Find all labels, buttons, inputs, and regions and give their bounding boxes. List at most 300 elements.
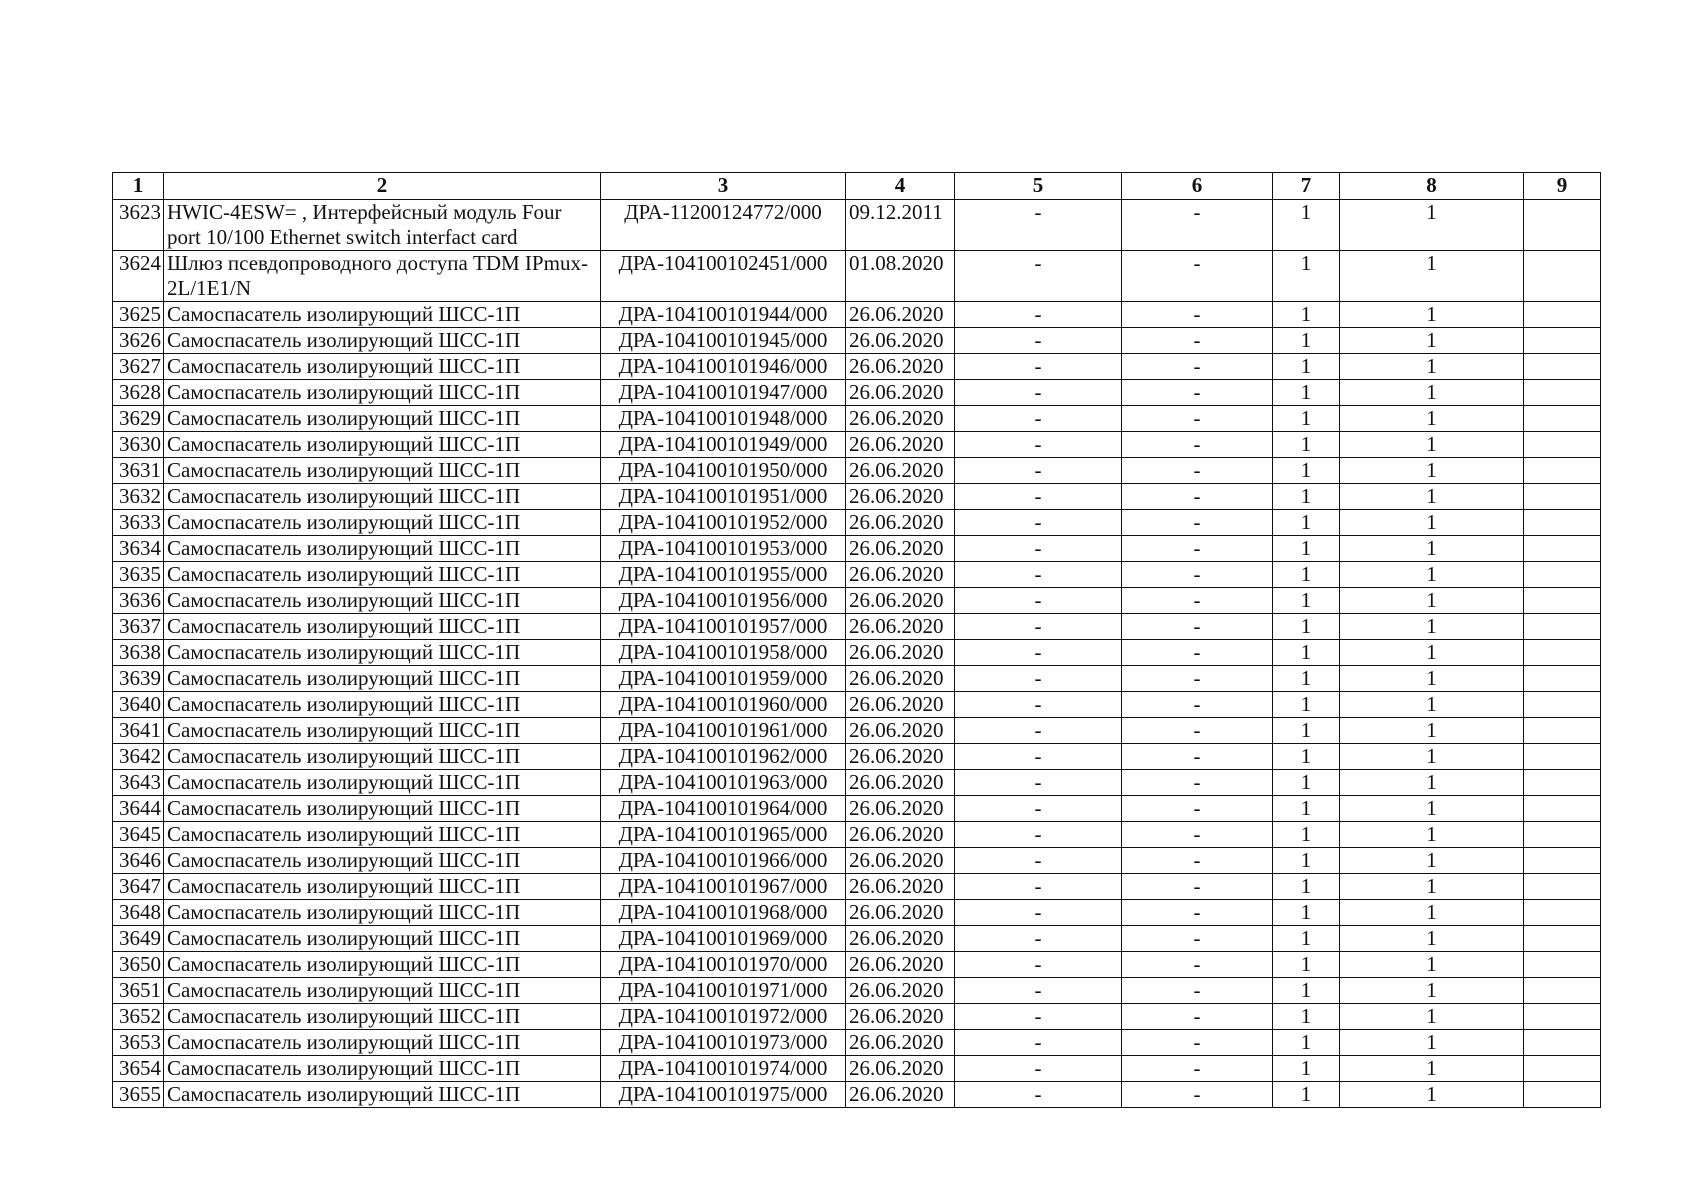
cell-col-7: 1	[1273, 406, 1340, 432]
cell-col-5: -	[955, 536, 1122, 562]
cell-row-number: 3641	[113, 718, 164, 744]
table-row	[113, 458, 1601, 484]
cell-item-name: Самоспасатель изолирующий ШСС-1П	[164, 1082, 601, 1108]
cell-col-8: 1	[1340, 562, 1524, 588]
cell-date: 26.06.2020	[846, 302, 955, 328]
cell-col-8: 1	[1340, 1082, 1524, 1108]
cell-col-8: 1	[1340, 354, 1524, 380]
cell-date: 26.06.2020	[846, 406, 955, 432]
cell-col-8: 1	[1340, 614, 1524, 640]
cell-document-number: ДРА-104100101952/000	[601, 510, 846, 536]
table-row	[113, 614, 1601, 640]
cell-document-number: ДРА-104100101947/000	[601, 380, 846, 406]
cell-col-8: 1	[1340, 1030, 1524, 1056]
cell-item-name: Самоспасатель изолирующий ШСС-1П	[164, 822, 601, 848]
cell-col-5: -	[955, 562, 1122, 588]
table-row	[113, 978, 1601, 1004]
cell-row-number: 3647	[113, 874, 164, 900]
cell-col-5: -	[955, 1082, 1122, 1108]
cell-col-9	[1524, 1030, 1601, 1056]
cell-date: 26.06.2020	[846, 458, 955, 484]
cell-row-number: 3637	[113, 614, 164, 640]
cell-item-name: Самоспасатель изолирующий ШСС-1П	[164, 588, 601, 614]
cell-row-number: 3653	[113, 1030, 164, 1056]
cell-item-name: Шлюз псевдопроводного доступа TDM IPmux-2L/1E1/N	[164, 251, 601, 302]
column-header-5: 5	[955, 173, 1122, 200]
cell-row-number: 3648	[113, 900, 164, 926]
cell-date: 26.06.2020	[846, 614, 955, 640]
cell-col-5: -	[955, 200, 1122, 251]
cell-col-8: 1	[1340, 874, 1524, 900]
cell-col-6: -	[1122, 770, 1273, 796]
cell-date: 26.06.2020	[846, 1030, 955, 1056]
table-row	[113, 770, 1601, 796]
cell-item-name: Самоспасатель изолирующий ШСС-1П	[164, 848, 601, 874]
cell-col-8: 1	[1340, 380, 1524, 406]
cell-item-name: Самоспасатель изолирующий ШСС-1П	[164, 536, 601, 562]
cell-col-8: 1	[1340, 432, 1524, 458]
cell-col-6: -	[1122, 640, 1273, 666]
table-row	[113, 354, 1601, 380]
cell-col-5: -	[955, 380, 1122, 406]
cell-row-number: 3634	[113, 536, 164, 562]
cell-item-name: Самоспасатель изолирующий ШСС-1П	[164, 952, 601, 978]
cell-col-7: 1	[1273, 692, 1340, 718]
cell-col-6: -	[1122, 718, 1273, 744]
cell-document-number: ДРА-104100101973/000	[601, 1030, 846, 1056]
cell-date: 26.06.2020	[846, 770, 955, 796]
cell-document-number: ДРА-104100101963/000	[601, 770, 846, 796]
cell-date: 26.06.2020	[846, 952, 955, 978]
cell-col-5: -	[955, 952, 1122, 978]
cell-document-number: ДРА-104100101972/000	[601, 1004, 846, 1030]
cell-col-9	[1524, 822, 1601, 848]
cell-col-9	[1524, 200, 1601, 251]
table-row	[113, 926, 1601, 952]
cell-col-8: 1	[1340, 484, 1524, 510]
cell-date: 26.06.2020	[846, 874, 955, 900]
cell-col-9	[1524, 692, 1601, 718]
cell-item-name: Самоспасатель изолирующий ШСС-1П	[164, 328, 601, 354]
table-row	[113, 822, 1601, 848]
cell-col-6: -	[1122, 458, 1273, 484]
cell-row-number: 3633	[113, 510, 164, 536]
table-row	[113, 640, 1601, 666]
cell-col-6: -	[1122, 251, 1273, 302]
cell-col-9	[1524, 744, 1601, 770]
cell-col-5: -	[955, 510, 1122, 536]
cell-col-5: -	[955, 770, 1122, 796]
cell-row-number: 3632	[113, 484, 164, 510]
cell-col-5: -	[955, 406, 1122, 432]
cell-col-8: 1	[1340, 978, 1524, 1004]
cell-col-9	[1524, 900, 1601, 926]
cell-col-6: -	[1122, 848, 1273, 874]
cell-col-6: -	[1122, 302, 1273, 328]
cell-col-8: 1	[1340, 744, 1524, 770]
cell-document-number: ДРА-104100101975/000	[601, 1082, 846, 1108]
cell-col-5: -	[955, 1030, 1122, 1056]
cell-document-number: ДРА-104100101950/000	[601, 458, 846, 484]
cell-col-7: 1	[1273, 952, 1340, 978]
cell-col-6: -	[1122, 926, 1273, 952]
column-header-7: 7	[1273, 173, 1340, 200]
cell-col-9	[1524, 1004, 1601, 1030]
cell-col-6: -	[1122, 978, 1273, 1004]
cell-col-5: -	[955, 432, 1122, 458]
table-row	[113, 718, 1601, 744]
cell-col-7: 1	[1273, 1056, 1340, 1082]
table-row	[113, 1056, 1601, 1082]
cell-row-number: 3652	[113, 1004, 164, 1030]
table-row	[113, 510, 1601, 536]
cell-col-6: -	[1122, 200, 1273, 251]
cell-date: 26.06.2020	[846, 848, 955, 874]
cell-col-9	[1524, 432, 1601, 458]
cell-col-7: 1	[1273, 640, 1340, 666]
cell-item-name: Самоспасатель изолирующий ШСС-1П	[164, 406, 601, 432]
cell-item-name: Самоспасатель изолирующий ШСС-1П	[164, 1004, 601, 1030]
column-header-9: 9	[1524, 173, 1601, 200]
cell-document-number: ДРА-104100101967/000	[601, 874, 846, 900]
cell-col-6: -	[1122, 562, 1273, 588]
cell-row-number: 3654	[113, 1056, 164, 1082]
table-body	[113, 200, 1601, 1108]
cell-col-7: 1	[1273, 614, 1340, 640]
cell-col-5: -	[955, 484, 1122, 510]
cell-item-name: Самоспасатель изолирующий ШСС-1П	[164, 874, 601, 900]
cell-row-number: 3630	[113, 432, 164, 458]
cell-date: 26.06.2020	[846, 692, 955, 718]
cell-col-9	[1524, 536, 1601, 562]
cell-date: 26.06.2020	[846, 562, 955, 588]
cell-col-6: -	[1122, 744, 1273, 770]
cell-col-5: -	[955, 900, 1122, 926]
cell-col-7: 1	[1273, 926, 1340, 952]
cell-col-7: 1	[1273, 536, 1340, 562]
cell-col-9	[1524, 328, 1601, 354]
cell-row-number: 3649	[113, 926, 164, 952]
cell-col-7: 1	[1273, 380, 1340, 406]
cell-item-name: Самоспасатель изолирующий ШСС-1П	[164, 484, 601, 510]
cell-col-6: -	[1122, 1004, 1273, 1030]
cell-document-number: ДРА-104100101961/000	[601, 718, 846, 744]
cell-col-8: 1	[1340, 692, 1524, 718]
table-row	[113, 692, 1601, 718]
cell-col-5: -	[955, 822, 1122, 848]
cell-document-number: ДРА-104100101946/000	[601, 354, 846, 380]
cell-col-7: 1	[1273, 1082, 1340, 1108]
cell-col-8: 1	[1340, 848, 1524, 874]
cell-document-number: ДРА-104100101945/000	[601, 328, 846, 354]
cell-document-number: ДРА-104100101958/000	[601, 640, 846, 666]
cell-row-number: 3629	[113, 406, 164, 432]
table-row	[113, 200, 1601, 251]
cell-item-name: Самоспасатель изолирующий ШСС-1П	[164, 354, 601, 380]
cell-col-8: 1	[1340, 406, 1524, 432]
cell-document-number: ДРА-104100101948/000	[601, 406, 846, 432]
cell-col-8: 1	[1340, 1056, 1524, 1082]
cell-date: 26.06.2020	[846, 1082, 955, 1108]
cell-col-9	[1524, 302, 1601, 328]
cell-date: 26.06.2020	[846, 432, 955, 458]
cell-col-5: -	[955, 640, 1122, 666]
cell-item-name: Самоспасатель изолирующий ШСС-1П	[164, 1030, 601, 1056]
cell-item-name: Самоспасатель изолирующий ШСС-1П	[164, 744, 601, 770]
cell-col-9	[1524, 406, 1601, 432]
cell-document-number: ДРА-104100101969/000	[601, 926, 846, 952]
cell-document-number: ДРА-104100101944/000	[601, 302, 846, 328]
cell-row-number: 3624	[113, 251, 164, 302]
table-row	[113, 900, 1601, 926]
cell-col-5: -	[955, 666, 1122, 692]
column-header-2: 2	[164, 173, 601, 200]
cell-col-9	[1524, 926, 1601, 952]
cell-row-number: 3640	[113, 692, 164, 718]
cell-col-5: -	[955, 796, 1122, 822]
cell-col-8: 1	[1340, 536, 1524, 562]
cell-col-6: -	[1122, 484, 1273, 510]
cell-col-7: 1	[1273, 510, 1340, 536]
cell-col-5: -	[955, 926, 1122, 952]
cell-col-9	[1524, 484, 1601, 510]
table-row	[113, 406, 1601, 432]
table-row	[113, 848, 1601, 874]
cell-col-9	[1524, 796, 1601, 822]
cell-document-number: ДРА-104100101957/000	[601, 614, 846, 640]
cell-col-5: -	[955, 1004, 1122, 1030]
cell-item-name: Самоспасатель изолирующий ШСС-1П	[164, 718, 601, 744]
header-row	[113, 173, 1601, 200]
column-header-6: 6	[1122, 173, 1273, 200]
cell-date: 26.06.2020	[846, 666, 955, 692]
cell-col-9	[1524, 1056, 1601, 1082]
cell-item-name: Самоспасатель изолирующий ШСС-1П	[164, 926, 601, 952]
cell-col-9	[1524, 874, 1601, 900]
cell-item-name: Самоспасатель изолирующий ШСС-1П	[164, 770, 601, 796]
table-row	[113, 1030, 1601, 1056]
cell-col-6: -	[1122, 354, 1273, 380]
cell-col-7: 1	[1273, 1030, 1340, 1056]
cell-document-number: ДРА-104100101949/000	[601, 432, 846, 458]
cell-col-6: -	[1122, 874, 1273, 900]
cell-row-number: 3631	[113, 458, 164, 484]
cell-col-6: -	[1122, 666, 1273, 692]
cell-date: 26.06.2020	[846, 926, 955, 952]
column-header-1: 1	[113, 173, 164, 200]
cell-col-8: 1	[1340, 328, 1524, 354]
cell-col-6: -	[1122, 692, 1273, 718]
cell-item-name: Самоспасатель изолирующий ШСС-1П	[164, 562, 601, 588]
cell-col-8: 1	[1340, 302, 1524, 328]
table-row	[113, 432, 1601, 458]
cell-document-number: ДРА-104100101962/000	[601, 744, 846, 770]
cell-row-number: 3651	[113, 978, 164, 1004]
cell-date: 26.06.2020	[846, 744, 955, 770]
cell-col-8: 1	[1340, 640, 1524, 666]
cell-col-5: -	[955, 874, 1122, 900]
cell-document-number: ДРА-104100101956/000	[601, 588, 846, 614]
cell-col-6: -	[1122, 588, 1273, 614]
cell-document-number: ДРА-104100101974/000	[601, 1056, 846, 1082]
cell-item-name: Самоспасатель изолирующий ШСС-1П	[164, 692, 601, 718]
table-row	[113, 874, 1601, 900]
cell-col-5: -	[955, 251, 1122, 302]
cell-item-name: Самоспасатель изолирующий ШСС-1П	[164, 458, 601, 484]
cell-item-name: Самоспасатель изолирующий ШСС-1П	[164, 380, 601, 406]
cell-date: 26.06.2020	[846, 718, 955, 744]
cell-col-5: -	[955, 692, 1122, 718]
cell-date: 26.06.2020	[846, 796, 955, 822]
cell-col-7: 1	[1273, 796, 1340, 822]
cell-col-9	[1524, 718, 1601, 744]
cell-date: 01.08.2020	[846, 251, 955, 302]
cell-col-8: 1	[1340, 822, 1524, 848]
cell-row-number: 3643	[113, 770, 164, 796]
cell-col-8: 1	[1340, 770, 1524, 796]
cell-col-9	[1524, 978, 1601, 1004]
cell-row-number: 3646	[113, 848, 164, 874]
cell-col-7: 1	[1273, 822, 1340, 848]
cell-col-6: -	[1122, 1056, 1273, 1082]
cell-row-number: 3627	[113, 354, 164, 380]
cell-col-9	[1524, 380, 1601, 406]
table-row	[113, 562, 1601, 588]
cell-date: 26.06.2020	[846, 536, 955, 562]
cell-date: 26.06.2020	[846, 380, 955, 406]
table-row	[113, 1004, 1601, 1030]
cell-date: 26.06.2020	[846, 354, 955, 380]
cell-date: 26.06.2020	[846, 640, 955, 666]
cell-document-number: ДРА-104100102451/000	[601, 251, 846, 302]
cell-item-name: Самоспасатель изолирующий ШСС-1П	[164, 796, 601, 822]
cell-col-5: -	[955, 458, 1122, 484]
cell-col-6: -	[1122, 952, 1273, 978]
table-row	[113, 1082, 1601, 1108]
cell-col-7: 1	[1273, 251, 1340, 302]
cell-item-name: HWIC-4ESW= , Интерфейсный модуль Four port 10/100 Ethernet switch interfact card	[164, 200, 601, 251]
cell-col-7: 1	[1273, 562, 1340, 588]
cell-col-5: -	[955, 354, 1122, 380]
cell-col-5: -	[955, 744, 1122, 770]
cell-col-6: -	[1122, 900, 1273, 926]
cell-row-number: 3625	[113, 302, 164, 328]
cell-col-8: 1	[1340, 926, 1524, 952]
cell-col-8: 1	[1340, 718, 1524, 744]
cell-date: 26.06.2020	[846, 510, 955, 536]
cell-col-7: 1	[1273, 718, 1340, 744]
table-row	[113, 380, 1601, 406]
cell-row-number: 3635	[113, 562, 164, 588]
table-row	[113, 744, 1601, 770]
cell-col-8: 1	[1340, 458, 1524, 484]
cell-col-5: -	[955, 328, 1122, 354]
cell-col-7: 1	[1273, 978, 1340, 1004]
table-row	[113, 328, 1601, 354]
cell-col-7: 1	[1273, 354, 1340, 380]
cell-col-7: 1	[1273, 848, 1340, 874]
table-row	[113, 796, 1601, 822]
cell-col-6: -	[1122, 1030, 1273, 1056]
cell-col-7: 1	[1273, 328, 1340, 354]
cell-col-7: 1	[1273, 770, 1340, 796]
cell-row-number: 3645	[113, 822, 164, 848]
table-row	[113, 302, 1601, 328]
cell-col-7: 1	[1273, 874, 1340, 900]
cell-item-name: Самоспасатель изолирующий ШСС-1П	[164, 978, 601, 1004]
cell-row-number: 3626	[113, 328, 164, 354]
cell-col-8: 1	[1340, 1004, 1524, 1030]
table-row	[113, 952, 1601, 978]
table-row	[113, 666, 1601, 692]
cell-col-7: 1	[1273, 458, 1340, 484]
cell-document-number: ДРА-104100101968/000	[601, 900, 846, 926]
cell-col-9	[1524, 770, 1601, 796]
cell-col-8: 1	[1340, 900, 1524, 926]
cell-document-number: ДРА-104100101966/000	[601, 848, 846, 874]
cell-col-5: -	[955, 588, 1122, 614]
table-row	[113, 588, 1601, 614]
cell-col-6: -	[1122, 380, 1273, 406]
cell-document-number: ДРА-104100101970/000	[601, 952, 846, 978]
cell-document-number: ДРА-104100101953/000	[601, 536, 846, 562]
cell-col-6: -	[1122, 510, 1273, 536]
cell-row-number: 3655	[113, 1082, 164, 1108]
cell-col-7: 1	[1273, 1004, 1340, 1030]
cell-col-9	[1524, 952, 1601, 978]
cell-col-9	[1524, 354, 1601, 380]
column-header-8: 8	[1340, 173, 1524, 200]
cell-item-name: Самоспасатель изолирующий ШСС-1П	[164, 614, 601, 640]
cell-col-9	[1524, 458, 1601, 484]
cell-item-name: Самоспасатель изолирующий ШСС-1П	[164, 1056, 601, 1082]
cell-col-6: -	[1122, 432, 1273, 458]
cell-col-5: -	[955, 1056, 1122, 1082]
cell-col-6: -	[1122, 1082, 1273, 1108]
cell-date: 09.12.2011	[846, 200, 955, 251]
cell-document-number: ДРА-104100101959/000	[601, 666, 846, 692]
cell-col-5: -	[955, 718, 1122, 744]
cell-date: 26.06.2020	[846, 822, 955, 848]
cell-col-8: 1	[1340, 251, 1524, 302]
cell-row-number: 3644	[113, 796, 164, 822]
cell-col-9	[1524, 1082, 1601, 1108]
cell-col-5: -	[955, 848, 1122, 874]
cell-item-name: Самоспасатель изолирующий ШСС-1П	[164, 510, 601, 536]
cell-col-6: -	[1122, 536, 1273, 562]
cell-row-number: 3642	[113, 744, 164, 770]
cell-document-number: ДРА-104100101951/000	[601, 484, 846, 510]
cell-col-7: 1	[1273, 744, 1340, 770]
cell-col-7: 1	[1273, 484, 1340, 510]
cell-col-7: 1	[1273, 432, 1340, 458]
cell-col-7: 1	[1273, 302, 1340, 328]
cell-col-9	[1524, 588, 1601, 614]
cell-col-6: -	[1122, 406, 1273, 432]
cell-item-name: Самоспасатель изолирующий ШСС-1П	[164, 302, 601, 328]
cell-col-9	[1524, 666, 1601, 692]
cell-col-8: 1	[1340, 200, 1524, 251]
cell-date: 26.06.2020	[846, 328, 955, 354]
cell-col-9	[1524, 614, 1601, 640]
cell-row-number: 3639	[113, 666, 164, 692]
cell-col-8: 1	[1340, 510, 1524, 536]
cell-document-number: ДРА-104100101965/000	[601, 822, 846, 848]
cell-item-name: Самоспасатель изолирующий ШСС-1П	[164, 666, 601, 692]
cell-col-8: 1	[1340, 588, 1524, 614]
cell-document-number: ДРА-104100101960/000	[601, 692, 846, 718]
cell-col-6: -	[1122, 822, 1273, 848]
